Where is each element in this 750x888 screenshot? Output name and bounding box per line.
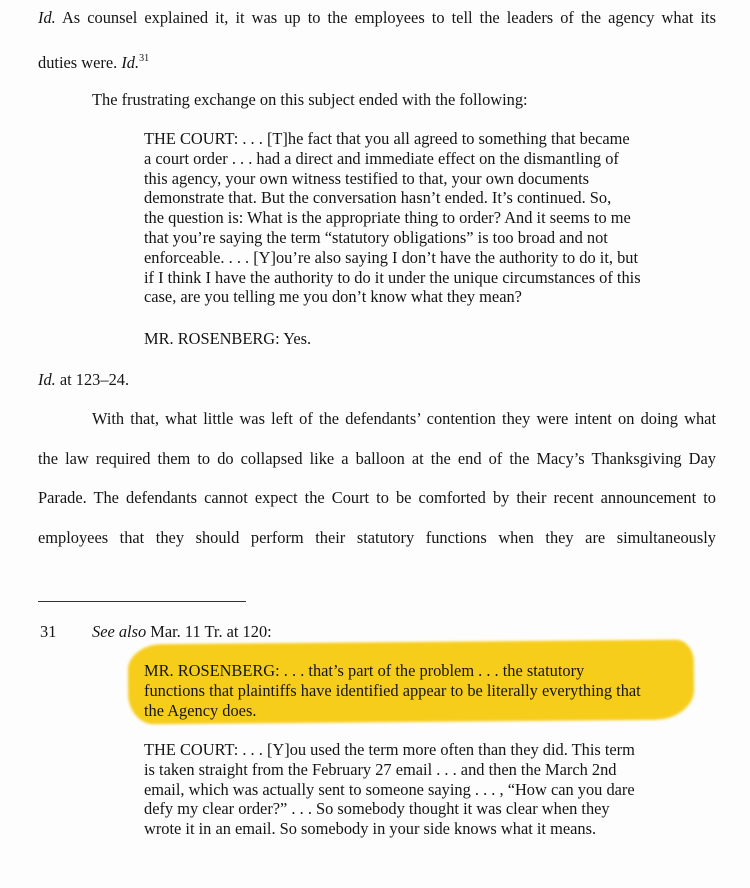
quote-line: THE COURT: . . . [Y]ou used the term more often than they did. This term bbox=[144, 740, 635, 759]
paragraph-line: employees that they should perform their statutory functions when they are simultaneously bbox=[38, 528, 716, 547]
paragraph-line: Parade. The defendants cannot expect the Court to be comforted by their recent announcement to bbox=[38, 488, 716, 507]
paragraph-line: With that, what little was left of the defendants’ contention they were intent on doing what bbox=[92, 409, 716, 428]
footnote-quote-court bbox=[144, 740, 664, 839]
footnote-source: See also Mar. 11 Tr. at 120: bbox=[92, 622, 272, 641]
quote-line: this agency, your own witness testified to that, your own documents bbox=[144, 168, 590, 188]
footnote-reference[interactable]: 31 bbox=[139, 53, 150, 64]
block-quote-court bbox=[144, 129, 664, 307]
quote-line: defy my clear order?” . . . So somebody thought it was clear when they bbox=[144, 799, 610, 819]
footnote-quote-highlighted bbox=[144, 661, 664, 720]
quote-line: enforceable. . . . [Y]ou’re also saying I don’t have the authority to do it, but bbox=[144, 247, 639, 267]
quote-line: demonstrate that. But the conversation hasn’t ended. It’s continued. So, bbox=[144, 188, 612, 208]
body-line-1: Id. As counsel explained it, it was up to the employees to tell the leaders of the agency what its bbox=[38, 8, 716, 27]
citation: Id. at 123–24. bbox=[38, 370, 130, 389]
quote-line: THE COURT: . . . [T]he fact that you all agreed to something that became bbox=[144, 129, 630, 148]
quote-line: is taken straight from the February 27 email . . . and then the March 2nd bbox=[144, 759, 617, 779]
speaker-rosenberg-answer: MR. ROSENBERG: Yes. bbox=[144, 329, 312, 348]
paragraph-line: the law required them to do collapsed like a balloon at the end of the Macy’s Thanksgiving Day bbox=[38, 449, 716, 468]
quote-line: the Agency does. bbox=[144, 700, 257, 720]
body-line-3: The frustrating exchange on this subject ended with the following: bbox=[92, 90, 528, 109]
quote-line: if I think I have the authority to do it under the unique circumstances of this bbox=[144, 267, 641, 287]
body-line-2: duties were. Id.$^{31}$ bbox=[38, 53, 150, 72]
quote-line: MR. ROSENBERG: . . . that’s part of the problem . . . the statutory bbox=[144, 661, 585, 680]
quote-line: the question is: What is the appropriate thing to order? And it seems to me bbox=[144, 208, 631, 228]
quote-line: email, which was actually sent to someone saying . . . , “How can you dare bbox=[144, 779, 635, 799]
quote-line: wrote it in an email. So somebody in your side knows what it means. bbox=[144, 819, 597, 839]
quote-line: a court order . . . had a direct and immediate effect on the dismantling of bbox=[144, 148, 619, 168]
footnote-number: 31 bbox=[40, 622, 57, 641]
quote-line: case, are you telling me you don’t know what they mean? bbox=[144, 287, 522, 307]
footnote-separator bbox=[38, 601, 246, 602]
quote-line: that you’re saying the term “statutory obligations” is too broad and not bbox=[144, 227, 608, 247]
quote-line: functions that plaintiffs have identified appear to be literally everything that bbox=[144, 680, 641, 700]
